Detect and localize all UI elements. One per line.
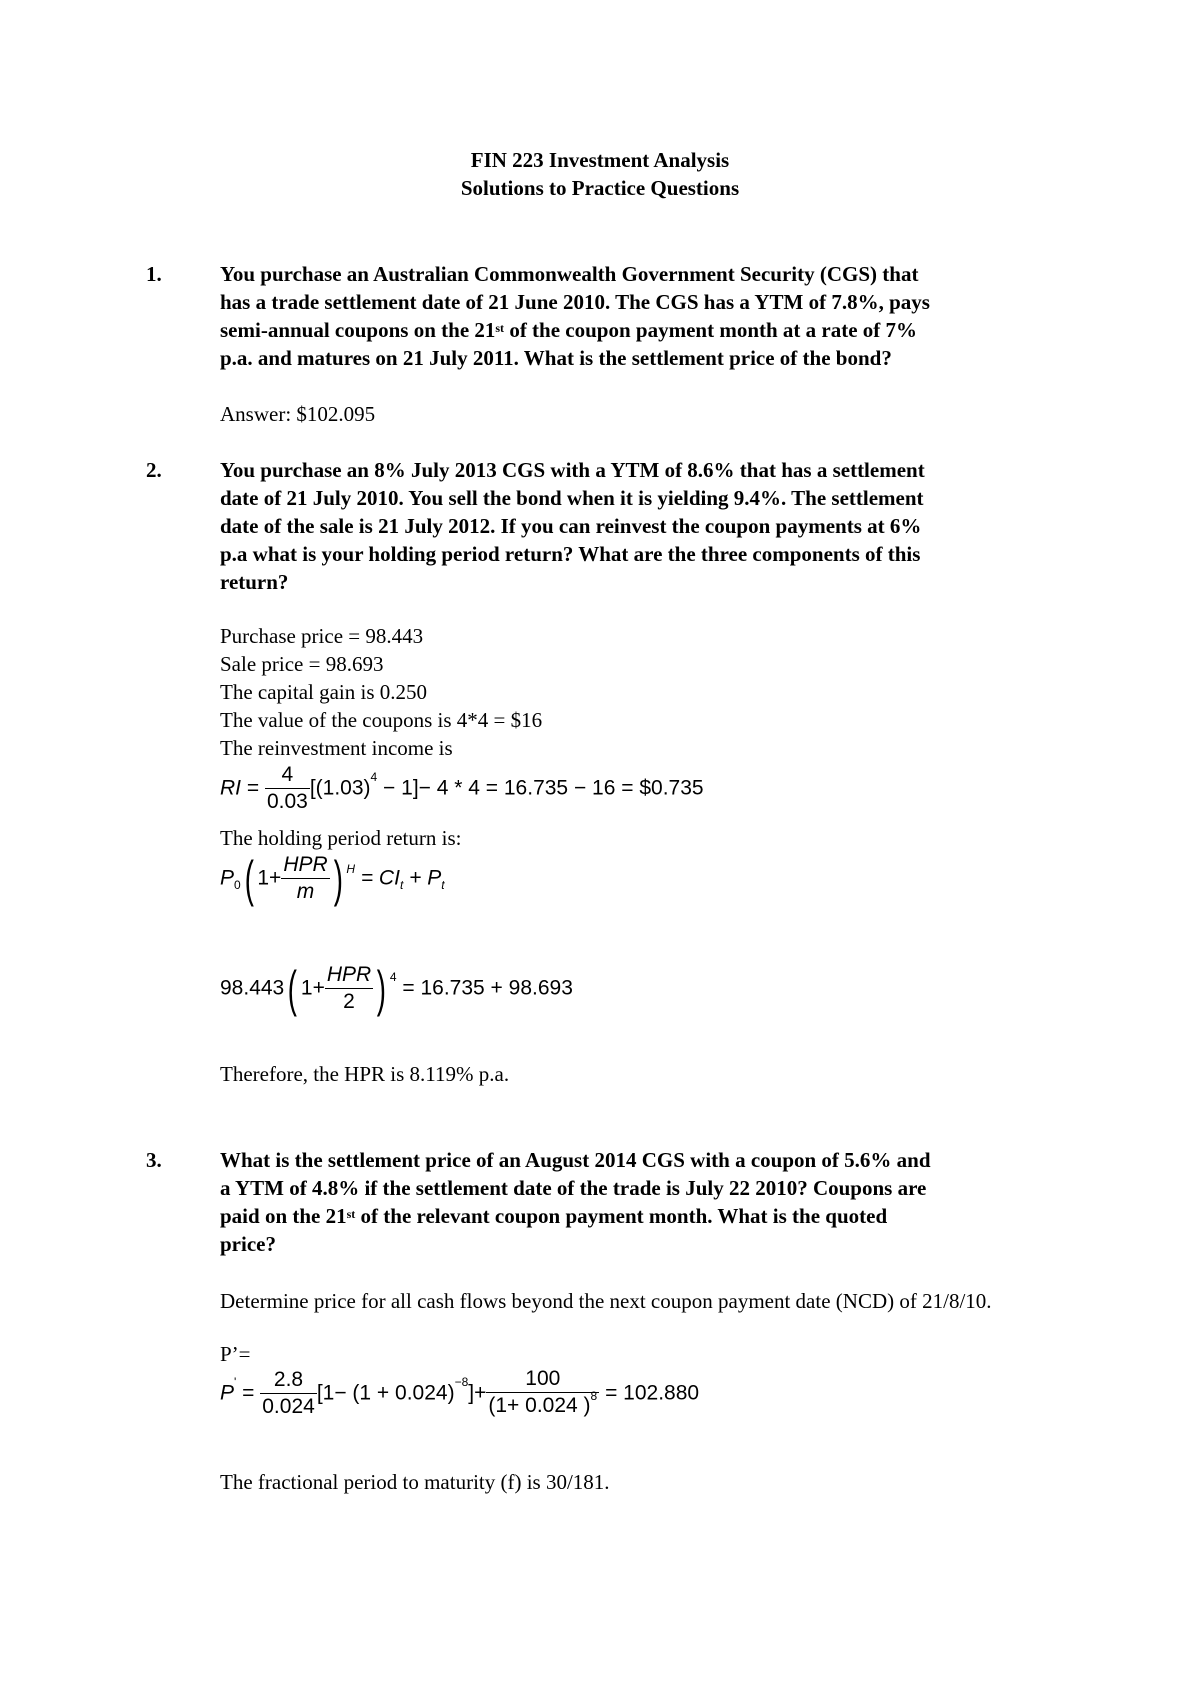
solution-line: Purchase price = 98.443	[220, 624, 424, 648]
hpr-numeric-equation: 98.443( 1+ $\frac{\text{HPR}}{2}$ ) $^4$ = 16.735 + 98.693	[220, 960, 573, 1017]
question-line: p.a what is your holding period return? What are the three components of this	[220, 542, 921, 566]
answer-text: Answer: $102.095	[220, 402, 376, 426]
reinvestment-income-equation: RI = $\frac{4}{0.03}$ $[(1.03)^4 - 1]- 4 * 4 = 16.735 - 16$ = $0.735	[220, 763, 704, 813]
price-equation: P' = $\frac{2.8}{0.024}$ $[1- (1 + 0.024)^{-8}]+$ $\frac{100}{(1+ 0.024 )^8}$ = 102.880	[220, 1367, 700, 1418]
hpr-intro: The holding period return is:	[220, 826, 462, 850]
question-line: What is the settlement price of an August 2014 CGS with a coupon of 5.6% and	[220, 1148, 931, 1172]
question-number: 3.	[146, 1148, 162, 1172]
question-line: return?	[220, 570, 289, 594]
question-line: You purchase an 8% July 2013 CGS with a YTM of 8.6% that has a settlement	[220, 458, 925, 482]
hpr-general-equation: $P_0$( 1+ $\frac{\text{HPR}}{m}$ ) $^H = CI_t + P_t$	[220, 850, 445, 907]
question-line: has a trade settlement date of 21 June 2010. The CGS has a YTM of 7.8%, pays	[220, 290, 930, 314]
solution-line: The capital gain is 0.250	[220, 680, 428, 704]
question-line: p.a. and matures on 21 July 2011. What is the settlement price of the bond?	[220, 346, 892, 370]
question-line: paid on the 21st of the relevant coupon payment month. What is the quoted	[220, 1204, 888, 1228]
question-number: 2.	[146, 458, 162, 482]
solution-line: The reinvestment income is	[220, 736, 453, 760]
p-prime-label: P’=	[220, 1342, 251, 1366]
question-text	[220, 1146, 1064, 1258]
question-line: date of the sale is 21 July 2012. If you can reinvest the coupon payments at 6%	[220, 514, 922, 538]
document-subtitle: Solutions to Practice Questions	[460, 176, 740, 200]
question-text	[220, 260, 1064, 372]
question-line: price?	[220, 1232, 276, 1256]
solution-intro: Determine price for all cash flows beyond the next coupon payment date (NCD) of 21/8/10.	[220, 1289, 992, 1313]
solution-line: The value of the coupons is 4*4 = $16	[220, 708, 543, 732]
hpr-conclusion: Therefore, the HPR is 8.119% p.a.	[220, 1062, 510, 1086]
question-line: a YTM of 4.8% if the settlement date of the trade is July 22 2010? Coupons are	[220, 1176, 927, 1200]
question-line: You purchase an Australian Commonwealth Government Security (CGS) that	[220, 262, 919, 286]
question-line: date of 21 July 2010. You sell the bond when it is yielding 9.4%. The settlement	[220, 486, 924, 510]
question-text	[220, 456, 1064, 596]
solution-line: Sale price = 98.693	[220, 652, 384, 676]
document-title: FIN 223 Investment Analysis	[470, 148, 730, 172]
question-number: 1.	[146, 262, 162, 286]
fractional-period-text: The fractional period to maturity (f) is 30/181.	[220, 1470, 610, 1494]
question-line: semi-annual coupons on the 21st of the coupon payment month at a rate of 7%	[220, 318, 918, 342]
